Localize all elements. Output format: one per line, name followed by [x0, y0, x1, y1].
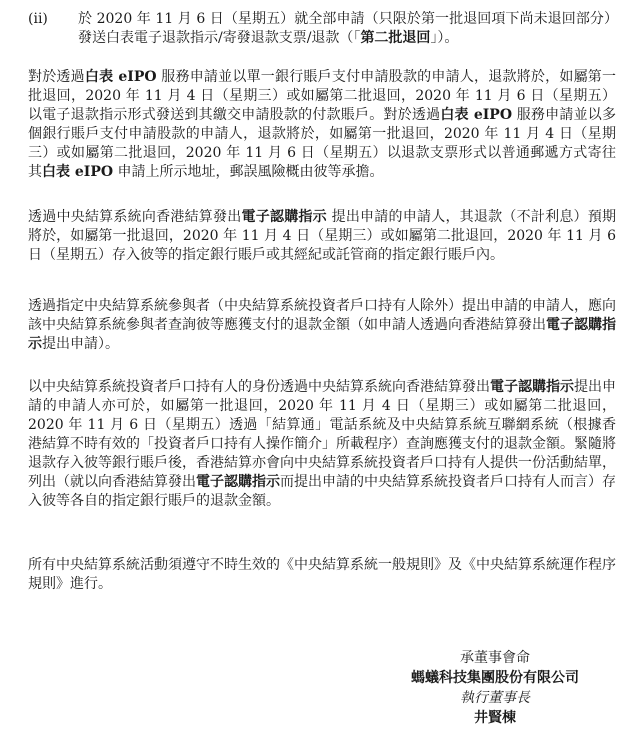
text-run: 申請上所示地址，郵誤風險概由彼等承擔。 — [113, 164, 384, 180]
item-ii-text — [78, 10, 618, 48]
signature-block — [385, 648, 605, 728]
paragraph-white-form-eipo-refund — [28, 68, 616, 182]
signature-name: 井賢棟 — [474, 710, 516, 726]
signature-title: 執行董事長 — [460, 690, 530, 706]
text-run: 對於透過 — [28, 69, 85, 85]
text-run: 提出申請的申請人，其退款（不計利息）預期將於，如屬第一批退回，2020 年 11 月 4 日（星期三）或如屬第二批退回，2020 年 11 月 6 日（星期五）存入彼等的指定銀行賬戶或其經紀或託管商的指定銀行賬戶內。 — [28, 209, 617, 263]
text-run: 以中央結算系統投資者戶口持有人的身份透過中央結算系統向香港結算發出 — [28, 379, 490, 395]
bold-term: 電子認購指示 — [196, 474, 280, 490]
item-marker: (ii) — [28, 11, 48, 27]
signature-by-order: 承董事會命 — [460, 650, 530, 666]
bold-term: 電子認購指示 — [28, 317, 616, 352]
signature-company: 螞蟻科技集團股份有限公司 — [411, 670, 579, 686]
text-run: 」）。 — [430, 30, 459, 46]
paragraph-ccass-investor-refund — [28, 378, 616, 511]
bold-term: 第二批退回 — [360, 30, 431, 46]
text-run: 提出申請）。 — [42, 336, 119, 352]
bold-term: 白表 eIPO — [42, 164, 114, 180]
text-run: 服務申請並以多個銀行賬戶支付申請股款的申請人，退款將於，如屬第一批退回，2020 年 11 月 4 日（星期三）或如屬第二批退回，2020 年 11 月 6 日（星期五）以退款支票形式以普通郵遞方式寄往其 — [28, 107, 617, 180]
text-run: 服務申請並以單一銀行賬戶支付申請股款的申請人，退款將於，如屬第一批退回，2020 年 11 月 4 日（星期三）或如屬第二批退回，2020 年 11 月 6 日（星期五）以電子退款指示形式發送到其繳交申請股款的付款賬戶。對於透過 — [28, 69, 617, 123]
bold-term: 電子認購指示 — [241, 209, 327, 225]
text-run: 透過中央結算系統向香港結算發出 — [28, 209, 242, 225]
bold-term: 白表 eIPO — [440, 107, 513, 123]
paragraph-ccass-participant-refund — [28, 297, 616, 354]
text-run: 而提出申請的中央結算系統投資者戶口持有人而言）存入彼等各自的指定銀行賬戶的退款金額。 — [28, 474, 616, 509]
text-run: 於 2020 年 11 月 6 日（星期五）就全部申請（只限於第一批退回項下尚未退回部分）發送白表電子退款指示/寄發退款支票/退款（「 — [78, 11, 618, 46]
bold-term: 白表 eIPO — [84, 69, 157, 85]
text-run: 所有中央結算系統活動須遵守不時生效的《中央結算系統一般規則》及《中央結算系統運作程序規則》進行。 — [28, 557, 616, 592]
item-ii — [28, 10, 618, 48]
text-run: 透過指定中央結算系統參與者（中央結算系統投資者戶口持有人除外）提出申請的申請人，應向該中央結算系統參與者查詢彼等應獲支付的退款金額（如申請人透過向香港結算發出 — [28, 298, 616, 333]
paragraph-ccass-rules — [28, 556, 616, 594]
bold-term: 電子認購指示 — [490, 379, 574, 395]
paragraph-electronic-application-refund — [28, 208, 616, 265]
text-run: 提出申請的申請人亦可於，如屬第一批退回，2020 年 11 月 4 日（星期三）或如屬第二批退回，2020 年 11 月 6 日（星期五）透過「結算通」電話系統及中央結算系統互聯網系統（根據香港結算不時有效的「投資者戶口持有人操作簡介」所載程序）查詢應獲支付的退款金額。緊隨將退款存入彼等銀行賬戶後，香港結算亦會向中央結算系統投資者戶口持有人提供一份活動結單，列出（就以向香港結算發出 — [28, 379, 616, 490]
